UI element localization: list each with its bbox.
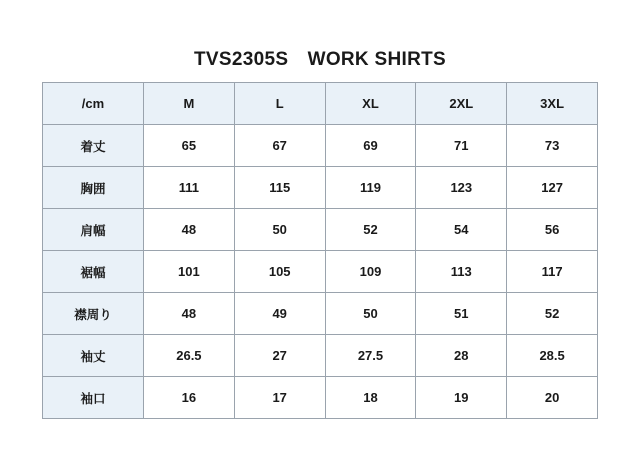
table-cell: 65 bbox=[144, 125, 235, 167]
table-cell: 20 bbox=[507, 377, 598, 419]
table-header-row bbox=[43, 83, 598, 125]
row-header-measure: 襟周り bbox=[43, 293, 144, 335]
table-cell: 50 bbox=[325, 293, 416, 335]
table-cell: 50 bbox=[234, 209, 325, 251]
table-cell: 101 bbox=[144, 251, 235, 293]
table-cell: 48 bbox=[144, 209, 235, 251]
table-cell: 28.5 bbox=[507, 335, 598, 377]
table-cell: 26.5 bbox=[144, 335, 235, 377]
table-cell: 69 bbox=[325, 125, 416, 167]
table-cell: 71 bbox=[416, 125, 507, 167]
row-header-measure: 肩幅 bbox=[43, 209, 144, 251]
column-header-xl: XL bbox=[325, 83, 416, 125]
table-cell: 109 bbox=[325, 251, 416, 293]
table-row bbox=[43, 293, 598, 335]
table-cell: 17 bbox=[234, 377, 325, 419]
table-header bbox=[43, 83, 598, 125]
table-cell: 111 bbox=[144, 167, 235, 209]
table-cell: 51 bbox=[416, 293, 507, 335]
column-header-m: M bbox=[144, 83, 235, 125]
table-cell: 27 bbox=[234, 335, 325, 377]
table-cell: 48 bbox=[144, 293, 235, 335]
table-cell: 113 bbox=[416, 251, 507, 293]
table-cell: 117 bbox=[507, 251, 598, 293]
size-table-container bbox=[42, 82, 598, 419]
column-header-2xl: 2XL bbox=[416, 83, 507, 125]
table-cell: 49 bbox=[234, 293, 325, 335]
page-title: TVS2305S WORK SHIRTS bbox=[194, 49, 446, 70]
table-cell: 67 bbox=[234, 125, 325, 167]
table-cell: 19 bbox=[416, 377, 507, 419]
table-row bbox=[43, 209, 598, 251]
table-cell: 54 bbox=[416, 209, 507, 251]
column-header-l: L bbox=[234, 83, 325, 125]
table-row bbox=[43, 167, 598, 209]
table-cell: 123 bbox=[416, 167, 507, 209]
size-table bbox=[42, 82, 598, 419]
table-cell: 52 bbox=[325, 209, 416, 251]
table-cell: 73 bbox=[507, 125, 598, 167]
column-header-unit: /cm bbox=[43, 83, 144, 125]
table-body bbox=[43, 125, 598, 419]
row-header-measure: 袖丈 bbox=[43, 335, 144, 377]
table-row bbox=[43, 125, 598, 167]
row-header-measure: 袖口 bbox=[43, 377, 144, 419]
table-row bbox=[43, 251, 598, 293]
table-cell: 28 bbox=[416, 335, 507, 377]
table-row bbox=[43, 377, 598, 419]
table-cell: 56 bbox=[507, 209, 598, 251]
table-cell: 16 bbox=[144, 377, 235, 419]
table-cell: 115 bbox=[234, 167, 325, 209]
table-cell: 27.5 bbox=[325, 335, 416, 377]
row-header-measure: 裾幅 bbox=[43, 251, 144, 293]
table-cell: 127 bbox=[507, 167, 598, 209]
table-cell: 119 bbox=[325, 167, 416, 209]
row-header-measure: 胸囲 bbox=[43, 167, 144, 209]
row-header-measure: 着丈 bbox=[43, 125, 144, 167]
column-header-3xl: 3XL bbox=[507, 83, 598, 125]
table-cell: 105 bbox=[234, 251, 325, 293]
table-row bbox=[43, 335, 598, 377]
table-cell: 18 bbox=[325, 377, 416, 419]
table-cell: 52 bbox=[507, 293, 598, 335]
